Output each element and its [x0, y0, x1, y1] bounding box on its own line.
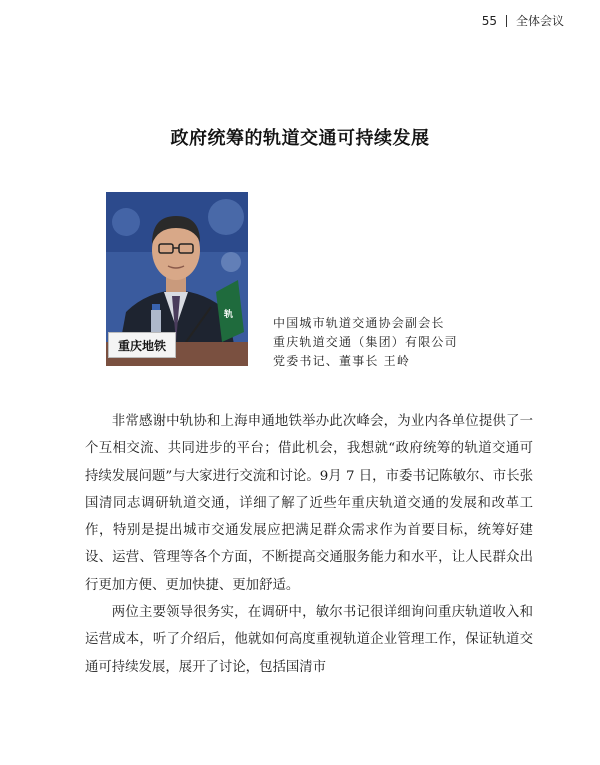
article-title: 政府统筹的轨道交通可持续发展 — [170, 128, 430, 149]
nameplate — [108, 332, 176, 358]
section-name: 全体会议 — [515, 14, 564, 28]
article-body — [85, 408, 533, 681]
author-line: 党委书记、董事长 王岭 — [273, 354, 411, 368]
nameplate-text: 重庆地铁 — [117, 338, 166, 353]
page-header — [482, 12, 564, 29]
page-number: 55 — [481, 13, 497, 28]
author-line: 中国城市轨道交通协会副会长 — [273, 316, 445, 330]
paragraph: 两位主要领导很务实，在调研中，敏尔书记很详细询问重庆轨道收入和运营成本，听了介绍后，他就如何高度重视轨道企业管理工作，保证轨道交通可持续发展，展开了讨论，包括国清市 — [85, 605, 533, 675]
author-caption — [273, 314, 458, 371]
author-line: 重庆轨道交通（集团）有限公司 — [273, 335, 458, 349]
speaker-photo — [106, 192, 248, 366]
paragraph: 非常感谢中轨协和上海申通地铁举办此次峰会，为业内各单位提供了一个互相交流、共同进步的平台；借此机会，我想就“政府统筹的轨道交通可持续发展问题”与大家进行交流和讨论。9月 7 日，市委书记陈敏尔、市长张国清同志调研轨道交通，详细了解了近些年重庆轨道交通的发展和改革工作，特别是提出城市交通发展应把满足群众需求作为首要目标，统筹好建设、运营、管理等各个方面，不断提高交通服务能力和水平，让人民群众出行更加方便、更加快捷、更加舒适。 — [85, 414, 533, 593]
svg-text:轨: 轨 — [224, 310, 234, 320]
header-divider — [506, 15, 507, 27]
